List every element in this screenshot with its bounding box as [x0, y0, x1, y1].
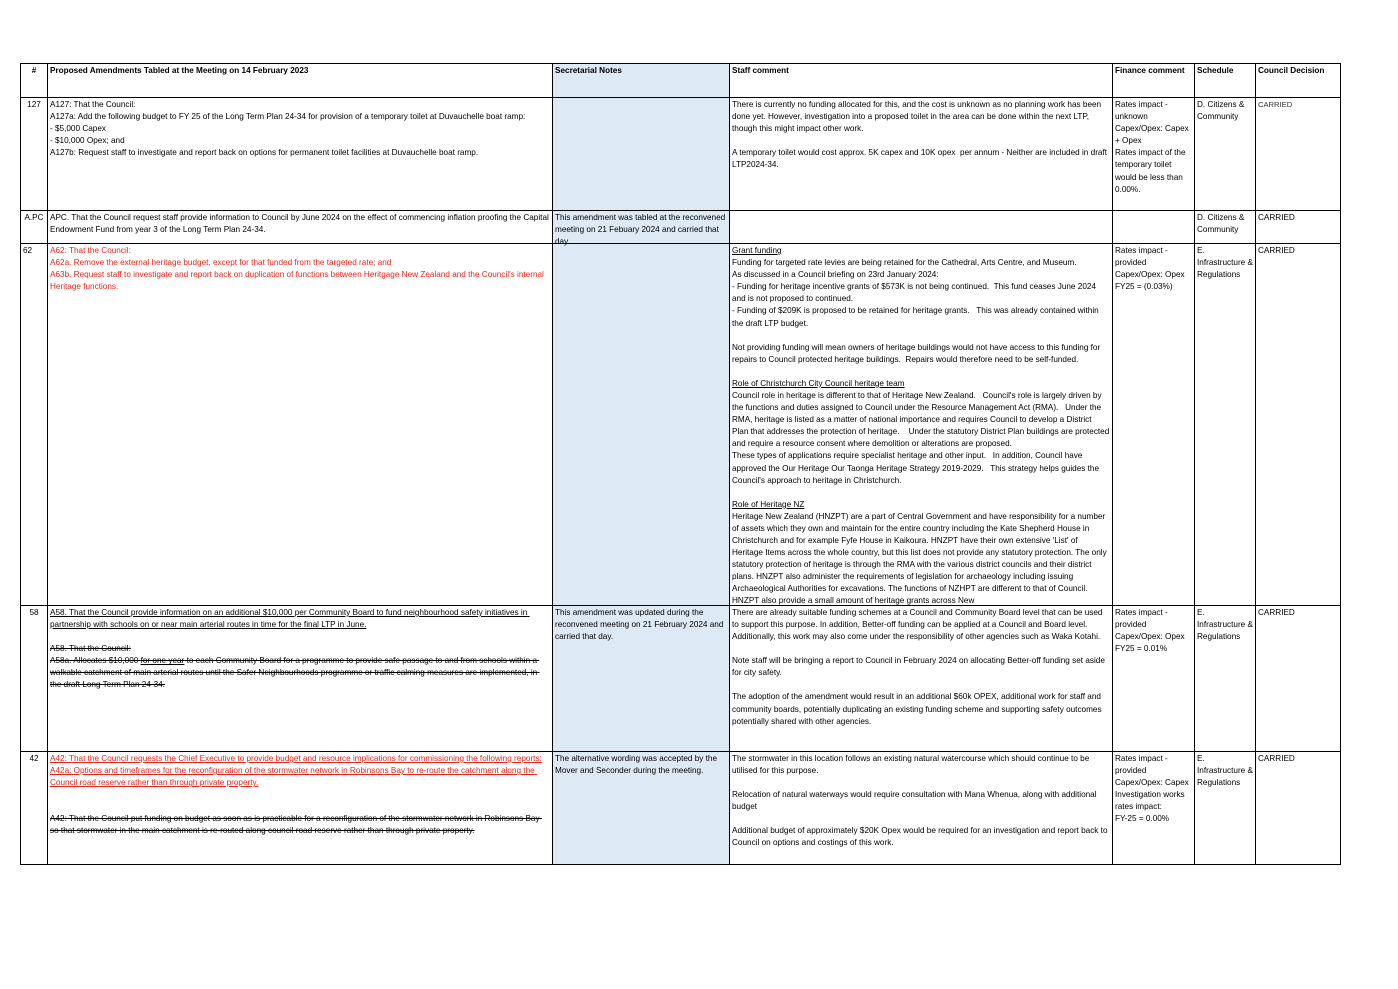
amendment-line: A63b. Request staff to investigate and report back on duplication of functions between Heritgage New Zealand and the Council's internal Heritage functions.	[50, 270, 547, 292]
secretarial-note	[553, 244, 730, 606]
header-schedule: Schedule	[1195, 64, 1256, 98]
table-row	[21, 606, 1341, 752]
staff-heading: Role of Heritage NZ	[732, 499, 805, 509]
header-finance: Finance comment	[1113, 64, 1195, 98]
finance-comment	[1113, 211, 1195, 244]
staff-heading: Grant funding	[732, 246, 782, 255]
header-decision: Council Decision	[1256, 64, 1341, 98]
amendment-line: A62a. Remove the external heritage budget, except for that funded from the targeted rate; and	[50, 258, 392, 268]
finance-comment: Rates impact - provided Capex/Opex: Opex FY25 = (0.03%)	[1113, 244, 1195, 606]
staff-paragraph: Relocation of natural waterways would require consultation with Mana Whenua, along with additional budget	[732, 790, 1099, 812]
amendment-text	[48, 752, 553, 865]
amendment-line: A127a: Add the following budget to FY 25 of the Long Term Plan 24-34 for provision of a temporary toilet at Duvauchelle boat ramp:	[50, 112, 526, 122]
row-number: 62	[21, 244, 48, 606]
amendment-line: A42: That the Council requests the Chief Executive to provide budget and resource implications for commissioning the following reports:	[50, 754, 542, 763]
table-row	[21, 211, 1341, 244]
staff-paragraph: A temporary toilet would cost approx. 5K capex and 10K opex per annum - Neither are included in draft LTP2024-34.	[732, 148, 1110, 170]
amendment-line: APC. That the Council request staff provide information to Council by June 2024 on the effect of commencing inflation proofing the Capital Endowment Fund from year 3 of the Long Term Plan 24-34.	[50, 213, 552, 235]
schedule-cell: D. Citizens & Community	[1195, 98, 1256, 211]
staff-comment	[730, 98, 1113, 211]
row-number: 42	[21, 752, 48, 865]
amendment-line: A127b: Request staff to investigate and report back on options for permanent toilet facilities at Duvauchelle boat ramp.	[50, 148, 479, 158]
schedule-cell: E. Infrastructure & Regulations	[1195, 244, 1256, 606]
schedule-cell: E. Infrastructure & Regulations	[1195, 752, 1256, 865]
row-number: 127	[21, 98, 48, 211]
amendments-page	[20, 63, 1340, 865]
staff-paragraph: Heritage New Zealand (HNZPT) are a part of Central Government and have responsibility for a number of assets which they own and maintain for the entire country including the Kate Shepherd House in Christchurch and for example Fyfe House in Kaikoura. HNZPT have their own extensive 'List' of Heritage Items across the whole country, but this list does not provide any statutory protection. The only statutory protection of heritage is through the RMA with the various district councils and their district plans. HNZPT also administer the requirements of legislation for archaeology including issuing Archaeological Authorities for excavations. The functions of NZHPT are different to that of Council. HNZPT also provide a small amount of heritage grants across New	[732, 511, 1109, 606]
row-number: A.PC	[21, 211, 48, 244]
council-decision: CARRIED	[1256, 752, 1341, 865]
amendments-table	[20, 63, 1341, 865]
staff-paragraph: Note staff will be bringing a report to Council in February 2024 on allocating Better-off funding set aside for city safety.	[732, 656, 1108, 678]
secretarial-note: This amendment was tabled at the reconvened meeting on 21 Febuary 2024 and carried that day.	[553, 211, 730, 244]
table-row	[21, 98, 1341, 211]
amendment-line: A42: That the Council put funding on budget as soon as is practicable for a reconfiguration of the stormwater network in Robinsons Bay so that stormwater in the main catchment is re-routed along council road reserve rather than through private property.	[50, 814, 542, 836]
header-amendments: Proposed Amendments Tabled at the Meeting on 14 February 2023	[48, 64, 553, 98]
council-decision: CARRIED	[1256, 211, 1341, 244]
amendment-line: A42a: Options and timeframes for the reconfiguration of the stormwater network in Robinsons Bay to re-route the catchment along the Council road reserve rather than through private property.	[50, 766, 537, 788]
table-row	[21, 244, 1341, 606]
header-staff: Staff comment	[730, 64, 1113, 98]
amendment-line: A58. That the Council:	[50, 644, 131, 654]
staff-paragraph: Not providing funding will mean owners of heritage buildings would not have access to this funding for repairs to Council protected heritage buildings. Repairs would therefore need to be self-funded.	[732, 342, 1103, 364]
amendment-line: A62: That the Council:	[50, 246, 131, 255]
amendment-line: - $5,000 Capex	[50, 124, 106, 134]
amendment-text	[48, 606, 553, 752]
staff-comment	[730, 752, 1113, 865]
finance-comment: Rates impact - provided Capex/Opex: Opex FY25 = 0.01%	[1113, 606, 1195, 752]
staff-paragraph: The adoption of the amendment would result in an additional $60k OPEX, additional work for staff and community boards, potentially duplicating an existing funding scheme and supporting safety outcomes potentially shared with other agencies.	[732, 692, 1104, 726]
amendment-line: A58a. Allocates $10,000 for one year to each Community Board for a programme to provide safe passage to and from schools within a walkable catchment of main arterial routes until the Safer Neighbourhoods programme or traffic calming measures are implemented, in the draft Long Term Plan 24-34.	[50, 656, 540, 690]
amendment-text	[48, 98, 553, 211]
staff-paragraph: Funding for targeted rate levies are being retained for the Cathedral, Arts Centre, and Museum. As discussed in a Council briefing on 23rd January 2024: - Funding for heritage incentive grants of $573K is not being continued. This fund ceases June 2024 and is not proposed to continued. - Funding of $209K is proposed to be retained for heritage grants. This was already contained within the draft LTP budget.	[732, 258, 1099, 328]
finance-comment: Rates impact - unknown Capex/Opex: Capex + Opex Rates impact of the temporary toilet would be less than 0.00%.	[1113, 98, 1195, 211]
header-secretarial: Secretarial Notes	[553, 64, 730, 98]
secretarial-note: This amendment was updated during the reconvened meeting on 21 February 2024 and carried that day.	[553, 606, 730, 752]
secretarial-note: The alternative wording was accepted by the Mover and Seconder during the meeting.	[553, 752, 730, 865]
amendment-line: - $10,000 Opex; and	[50, 136, 125, 146]
council-decision: CARRIED	[1256, 606, 1341, 752]
finance-comment: Rates impact - provided Capex/Opex: Capex Investigation works rates impact: FY-25 = 0.00%	[1113, 752, 1195, 865]
amendment-line: A58. That the Council provide information on an additional $10,000 per Community Board to fund neighbourhood safety initiatives in partnership with schools on or near main arterial routes in time for the final LTP in June.	[50, 608, 530, 630]
amendment-text	[48, 244, 553, 606]
council-decision: CARRIED	[1256, 244, 1341, 606]
staff-paragraph: Council role in heritage is different to that of Heritage New Zealand. Council's role is largely driven by the functions and duties assigned to Council under the Resource Management Act (RMA). Under the RMA, heritage is listed as a matter of national importance and requires Council to develop a District Plan that addresses the protection of heritage. Under the statutory District Plan buildings are protected and require a resource consent where demolition or alterations are proposed. These types of applications require specialist heritage and other input. In addition, Council have approved the Our Heritage Our Taonga Heritage Strategy 2019-2029. This strategy helps guides the Council's approach to heritage in Christchurch.	[732, 390, 1110, 485]
secretarial-note	[553, 98, 730, 211]
schedule-cell: E. Infrastructure & Regulations	[1195, 606, 1256, 752]
header-num: #	[21, 64, 48, 98]
staff-paragraph: Additional budget of approximately $20K Opex would be required for an investigation and report back to Council on options and costings of this work.	[732, 826, 1110, 848]
staff-heading: Role of Christchurch City Council heritage team	[732, 378, 905, 388]
staff-paragraph: The stormwater in this location follows an existing natural watercourse which should continue to be utilised for this purpose.	[732, 754, 1092, 776]
schedule-cell: D. Citizens & Community	[1195, 211, 1256, 244]
staff-comment	[730, 211, 1113, 244]
amendment-line: A127: That the Council:	[50, 100, 136, 109]
staff-paragraph: There is currently no funding allocated for this, and the cost is unknown as no planning work has been done yet. However, investigation into a proposed toilet in the area can be done within the next LTP, though this might impact other work.	[732, 100, 1104, 134]
council-decision: CARRIED	[1256, 98, 1341, 211]
staff-comment	[730, 244, 1113, 606]
table-row	[21, 752, 1341, 865]
staff-paragraph: There are already suitable funding schemes at a Council and Community Board level that can be used to support this purpose. In addition, Better-off funding can be applied at a Council and Board level. Additionally, this work may also come under the responsibility of other agencies such as Waka Kotahi.	[732, 608, 1105, 642]
staff-comment	[730, 606, 1113, 752]
header-row	[21, 64, 1341, 98]
amendment-text	[48, 211, 553, 244]
row-number: 58	[21, 606, 48, 752]
